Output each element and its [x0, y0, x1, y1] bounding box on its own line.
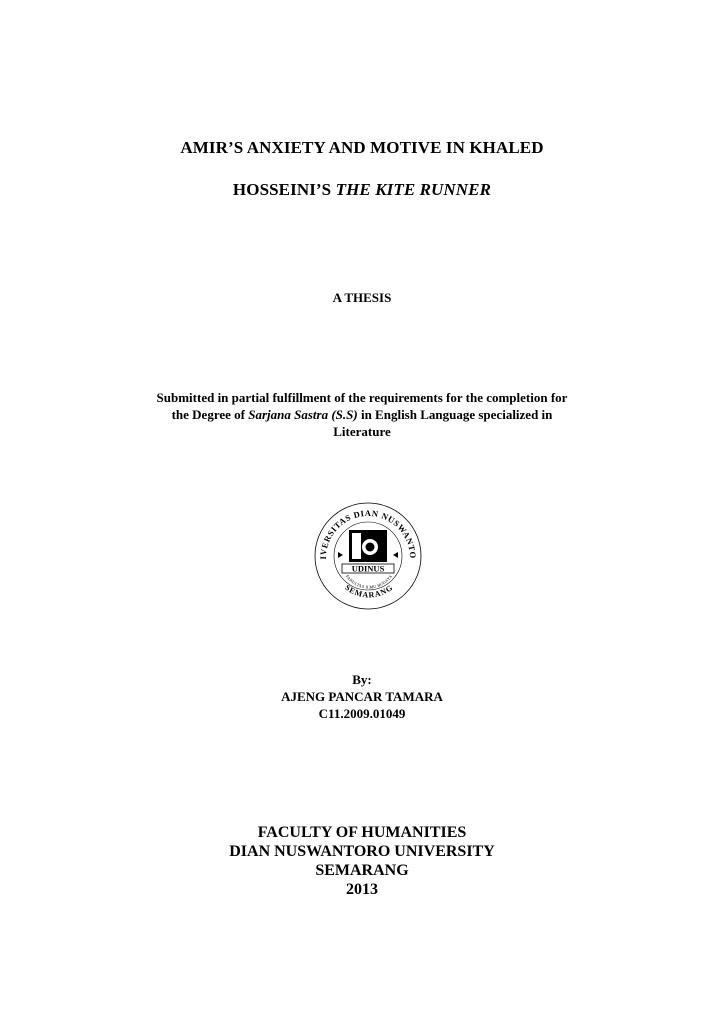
seal-band-text: UDINUS: [351, 563, 385, 574]
thesis-title-line-2: [0, 180, 724, 200]
faculty-name: FACULTY OF HUMANITIES: [257, 824, 467, 841]
institution-block: [0, 823, 724, 899]
thesis-title-line-1: [0, 138, 724, 158]
submission-line-2-suffix: in English Language specialized in: [357, 407, 553, 422]
submission-line-3: Literature: [333, 424, 391, 439]
document-type: A THESIS: [332, 290, 392, 305]
submission-line-2-prefix: the Degree of: [171, 407, 249, 422]
year: 2013: [346, 881, 378, 898]
submission-line-1: Submitted in partial fulfillment of the requirements for the completion for: [156, 390, 568, 405]
thesis-title-prefix: HOSSEINI’S: [232, 180, 336, 199]
submission-line-2: [0, 406, 724, 423]
degree-name: Sarjana Sastra (S.S): [248, 407, 358, 422]
seal-city-text: SEMARANG: [343, 582, 395, 600]
author-block: [0, 671, 724, 722]
seal-ring-text: IVERSITAS DIAN NUSWANTO: [317, 507, 419, 560]
university-seal-icon: [312, 500, 424, 612]
author-name: AJENG PANCAR TAMARA: [281, 689, 443, 704]
student-id: C11.2009.01049: [318, 706, 406, 721]
submission-statement: [0, 389, 724, 440]
novel-title: THE KITE RUNNER: [335, 180, 492, 199]
university-name: DIAN NUSWANTORO UNIVERSITY: [229, 843, 495, 860]
seal-faculty-text: FAKULTAS ILMU BUDAYA: [344, 573, 394, 590]
city-name: SEMARANG: [315, 862, 409, 879]
thesis-title-text-1: AMIR’S ANXIETY AND MOTIVE IN KHALED: [180, 138, 544, 157]
by-label: By:: [352, 672, 372, 687]
